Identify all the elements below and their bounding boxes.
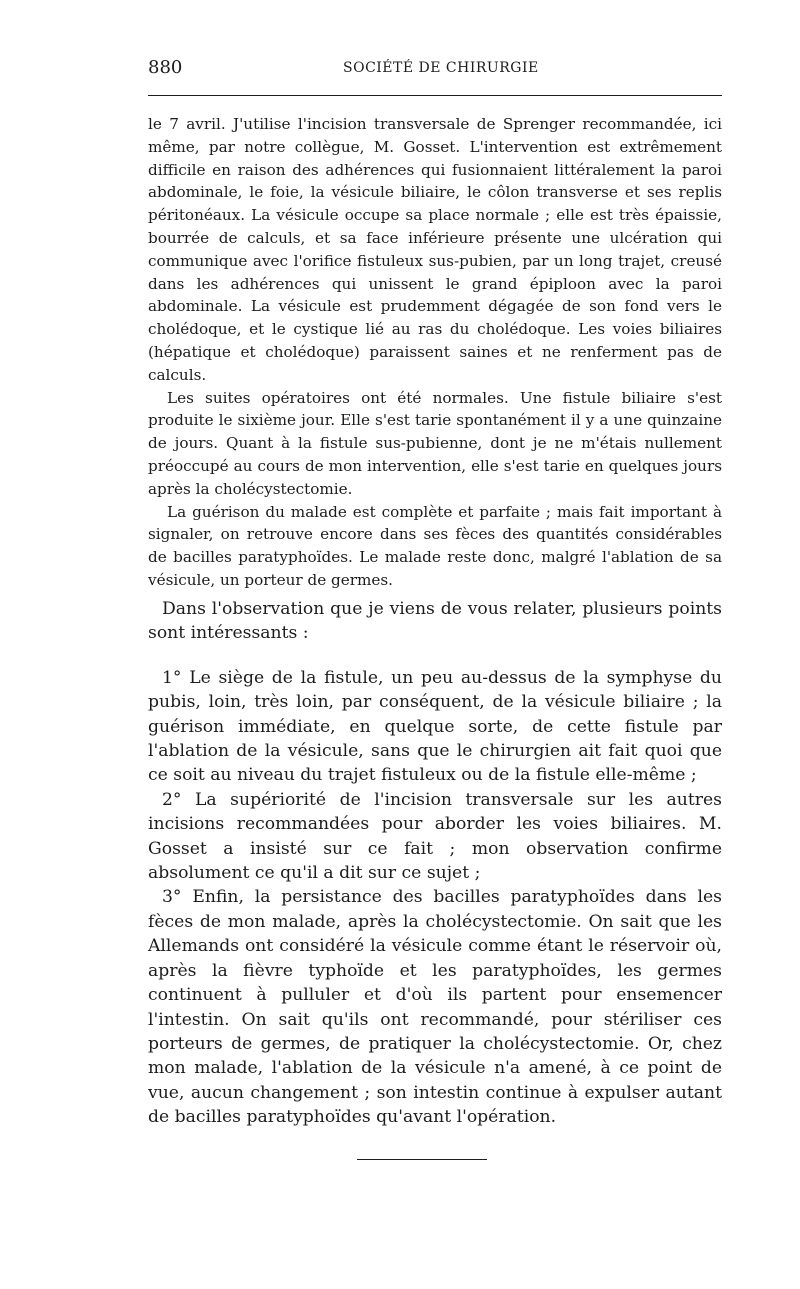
paragraph-point-1: 1° Le siège de la fistule, un peu au-dessus de la symphyse du pubis, loin, très loin, par conséquent, de la vésicule biliaire ; la guérison immédiate, en quelque sorte, de cette fistule par l'ablation de la vésicule, sans que le chirurgien ait fait quoi que ce soit au niveau du trajet fistuleux ou de la fistule elle-même ; (148, 667, 722, 786)
case-report-text (148, 113, 722, 592)
paragraph-point-3: 3° Enfin, la persistance des bacilles paratyphoïdes dans les fèces de mon malade, après la cholécystectomie. On sait que les Allemands ont considéré la vésicule comme étant le réservoir où, après la fièvre typhoïde et les paratyphoïdes, les germes continuent à pulluler et d'où ils partent pour ensemencer l'intestin. On sait qu'ils ont recommandé, pour stériliser ces porteurs de germes, de pratiquer la cholécystectomie. Or, chez mon malade, l'ablation de la vésicule n'a amené, à ce point de vue, aucun changement ; son intestin continue à expulser autant de bacilles paratyphoïdes qu'avant l'opération. (148, 887, 722, 1128)
paragraph-intro: Dans l'observation que je viens de vous relater, plusieurs points sont intéressants : (148, 599, 722, 644)
page-header (148, 57, 722, 85)
header-rule (148, 95, 722, 96)
discussion-text (148, 597, 722, 1130)
page-number: 880 (148, 57, 183, 78)
paragraph-point-2: 2° La supériorité de l'incision transversale sur les autres incisions recommandées pour aborder les voies biliaires. M. Gosset a insisté sur ce fait ; mon observation confirme absolument ce qu'il a dit sur ce sujet ; (148, 789, 722, 884)
running-title: SOCIÉTÉ DE CHIRURGIE (343, 60, 539, 76)
paragraph-outcome: La guérison du malade est complète et parfaite ; mais fait important à signaler, on retrouve encore dans ses fèces des quantités considérables de bacilles paratyphoïdes. Le malade reste donc, malgré l'ablation de sa vésicule, un porteur de germes. (148, 502, 722, 589)
paragraph-postoperative: Les suites opératoires ont été normales. Une fistule biliaire s'est produite le sixième jour. Elle s'est tarie spontanément il y a une quinzaine de jours. Quant à la fistule sus-pubienne, dont je ne m'étais nullement préoccupé au cours de mon intervention, elle s'est tarie en quelques jours après la cholécystectomie. (148, 388, 722, 498)
end-rule (357, 1159, 487, 1160)
paragraph-operation: le 7 avril. J'utilise l'incision transversale de Sprenger recommandée, ici même, par notre collègue, M. Gosset. L'intervention est extrêmement difficile en raison des adhérences qui fusionnaient littéralement la paroi abdominale, le foie, la vésicule biliaire, le côlon transverse et ses replis péritonéaux. La vésicule occupe sa place normale ; elle est très épaissie, bourrée de calculs, et sa face inférieure présente une ulcération qui communique avec l'orifice fistuleux sus-pubien, par un long trajet, creusé dans les adhérences qui unissent le grand épiploon avec la paroi abdominale. La vésicule est prudemment dégagée de son fond vers le cholédoque, et le cystique lié au ras du cholédoque. Les voies biliaires (hépatique et cholédoque) paraissent saines et ne renferment pas de calculs. (148, 115, 722, 384)
